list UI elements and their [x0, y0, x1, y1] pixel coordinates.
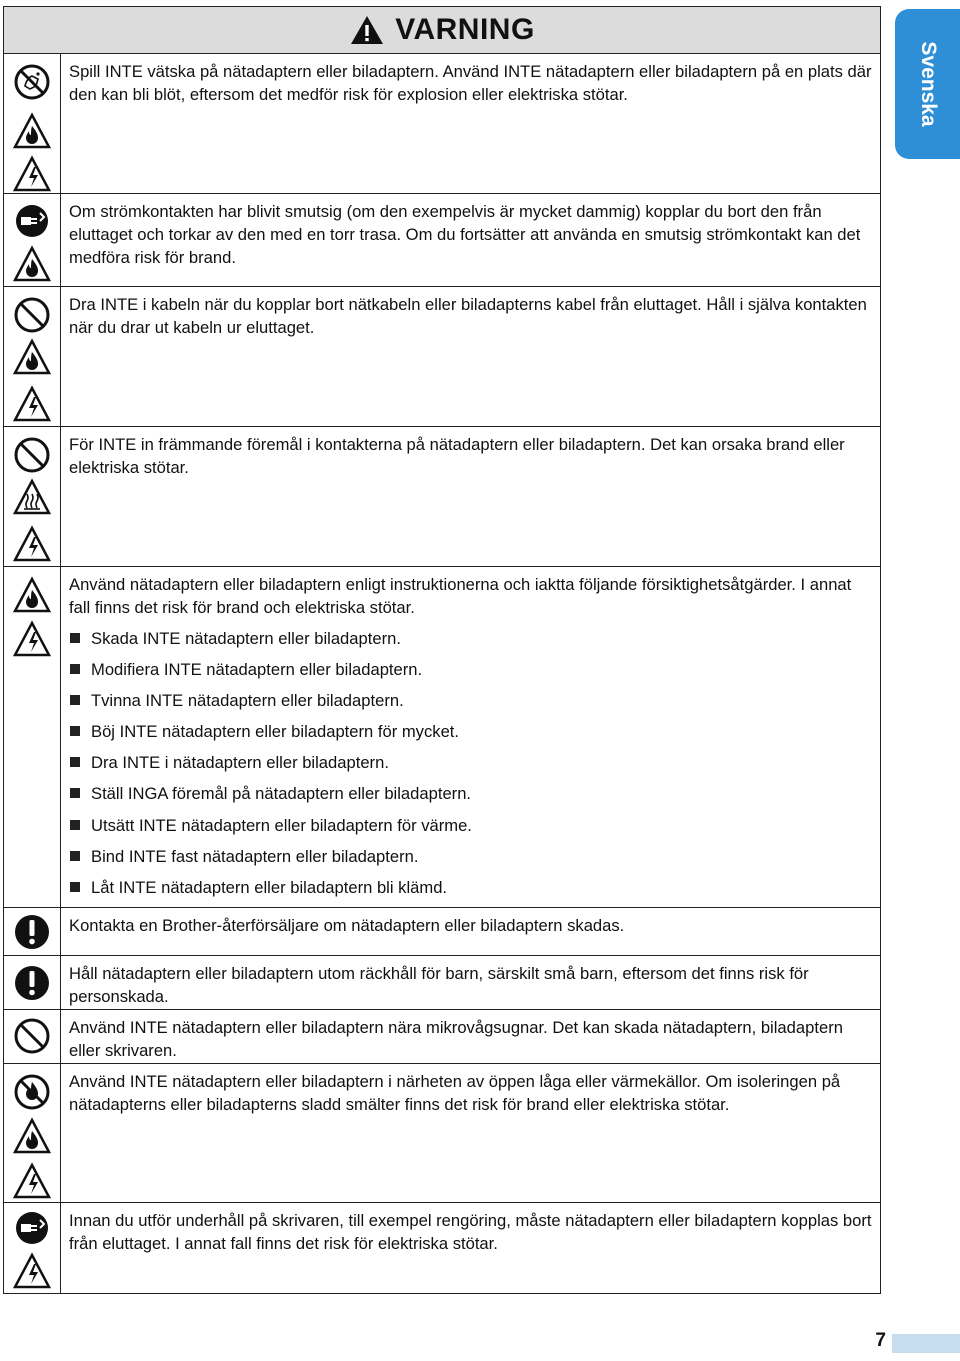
row-icons [4, 1009, 61, 1063]
electric-shock-icon [12, 524, 52, 564]
list-item: Modifiera INTE nätadaptern eller biladaptern. [69, 658, 872, 689]
warning-text: Innan du utför underhåll på skrivaren, till exempel rengöring, måste nätadaptern eller biladaptern kopplas bort från eluttaget. I annat fall finns det risk för elektriska stötar. [69, 1210, 872, 1253]
warning-row-6 [4, 907, 881, 955]
mandatory-action-icon [12, 963, 52, 1003]
list-item: Utsätt INTE nätadaptern eller biladaptern för värme. [69, 814, 872, 845]
unplug-icon [12, 1208, 52, 1248]
warning-header [4, 7, 881, 54]
warning-row-5 [4, 567, 881, 908]
precaution-list [69, 627, 872, 907]
fire-hazard-icon [12, 111, 52, 151]
electric-shock-icon [12, 1161, 52, 1201]
warning-row-9 [4, 1063, 881, 1202]
warning-table [3, 6, 881, 1294]
warning-text: Kontakta en Brother-återförsäljare om nätadaptern eller biladaptern skadas. [69, 915, 625, 935]
warning-row-8 [4, 1009, 881, 1063]
page-bar [892, 1334, 960, 1353]
warning-text: Dra INTE i kabeln när du kopplar bort nätkabeln eller biladapterns kabel från eluttaget. Håll i själva kontakten när du drar ut kabeln ur eluttaget. [69, 295, 867, 337]
list-item: Böj INTE nätadaptern eller biladaptern för mycket. [69, 720, 872, 751]
warning-text: Håll nätadaptern eller biladaptern utom räckhåll för barn, särskilt små barn, eftersom det finns risk för personskada. [69, 963, 809, 1006]
fire-hazard-icon [12, 244, 52, 284]
warning-text: Använd INTE nätadaptern eller biladaptern i närheten av öppen låga eller värmekällor. Om isoleringen på nätadapterns eller biladapterns sladd smälter finns det risk för brand eller elektriska stötar. [69, 1071, 841, 1114]
warning-text: Spill INTE vätska på nätadaptern eller biladaptern. Använd INTE nätadaptern eller biladaptern på en plats där den kan bli blöt, eftersom det medför risk för explosion eller elektriska stötar. [69, 62, 872, 104]
warning-row-2 [4, 194, 881, 287]
prohibited-icon [12, 1016, 52, 1056]
warning-row-3 [4, 287, 881, 427]
row-icons [4, 955, 61, 1009]
fire-hazard-icon [12, 575, 52, 615]
no-wet-hands-icon [12, 62, 52, 102]
list-item: Låt INTE nätadaptern eller biladaptern bli klämd. [69, 876, 872, 907]
electric-shock-icon [12, 1251, 52, 1291]
electric-shock-icon [12, 384, 52, 424]
language-tab-label: Svenska [916, 41, 940, 127]
fire-hazard-icon [12, 1116, 52, 1156]
list-item: Dra INTE i nätadaptern eller biladaptern. [69, 751, 872, 782]
warning-row-4 [4, 427, 881, 567]
warning-row-7 [4, 955, 881, 1009]
warning-row-1 [4, 54, 881, 194]
prohibited-icon [12, 295, 52, 335]
list-item: Tvinna INTE nätadaptern eller biladaptern. [69, 689, 872, 720]
warning-row-10 [4, 1202, 881, 1293]
prohibited-icon [12, 435, 52, 475]
no-open-flame-icon [12, 1072, 52, 1112]
unplug-icon [12, 201, 52, 241]
row-icons [4, 194, 61, 287]
row-icons [4, 1063, 61, 1202]
row-icons [4, 287, 61, 427]
list-item: Ställ INGA föremål på nätadaptern eller biladaptern. [69, 782, 872, 813]
row-icons [4, 54, 61, 194]
language-tab[interactable] [895, 9, 960, 159]
electric-shock-icon [12, 154, 52, 194]
warning-text: Använd INTE nätadaptern eller biladaptern nära mikrovågsugnar. Det kan skada nätadaptern, biladaptern eller skrivaren. [69, 1017, 843, 1060]
mandatory-action-icon [12, 912, 52, 952]
warning-text: Om strömkontakten har blivit smutsig (om den exempelvis är mycket dammig) kopplar du bort den från eluttaget och torkar av den med en torr trasa. Om du fortsätter att använda en smutsig strömkontakt kan det medföra risk för brand. [69, 202, 861, 267]
electric-shock-icon [12, 619, 52, 659]
list-item: Bind INTE fast nätadaptern eller biladaptern. [69, 845, 872, 876]
warning-title: VARNING [395, 13, 535, 46]
page-number: 7 [875, 1330, 886, 1351]
row-icons [4, 567, 61, 908]
row-icons [4, 907, 61, 955]
warning-triangle-icon [349, 14, 385, 46]
warning-text: Använd nätadaptern eller biladaptern enligt instruktionerna och iaktta följande försiktighetsåtgärder. I annat fall finns det risk för brand och elektriska stötar. [69, 575, 852, 617]
warning-text: För INTE in främmande föremål i kontakterna på nätadaptern eller biladaptern. Det kan orsaka brand eller elektriska stötar. [69, 435, 845, 477]
fire-hazard-icon [12, 337, 52, 377]
list-item: Skada INTE nätadaptern eller biladaptern. [69, 627, 872, 658]
row-icons [4, 1202, 61, 1293]
row-icons [4, 427, 61, 567]
hot-surface-icon [12, 477, 52, 517]
